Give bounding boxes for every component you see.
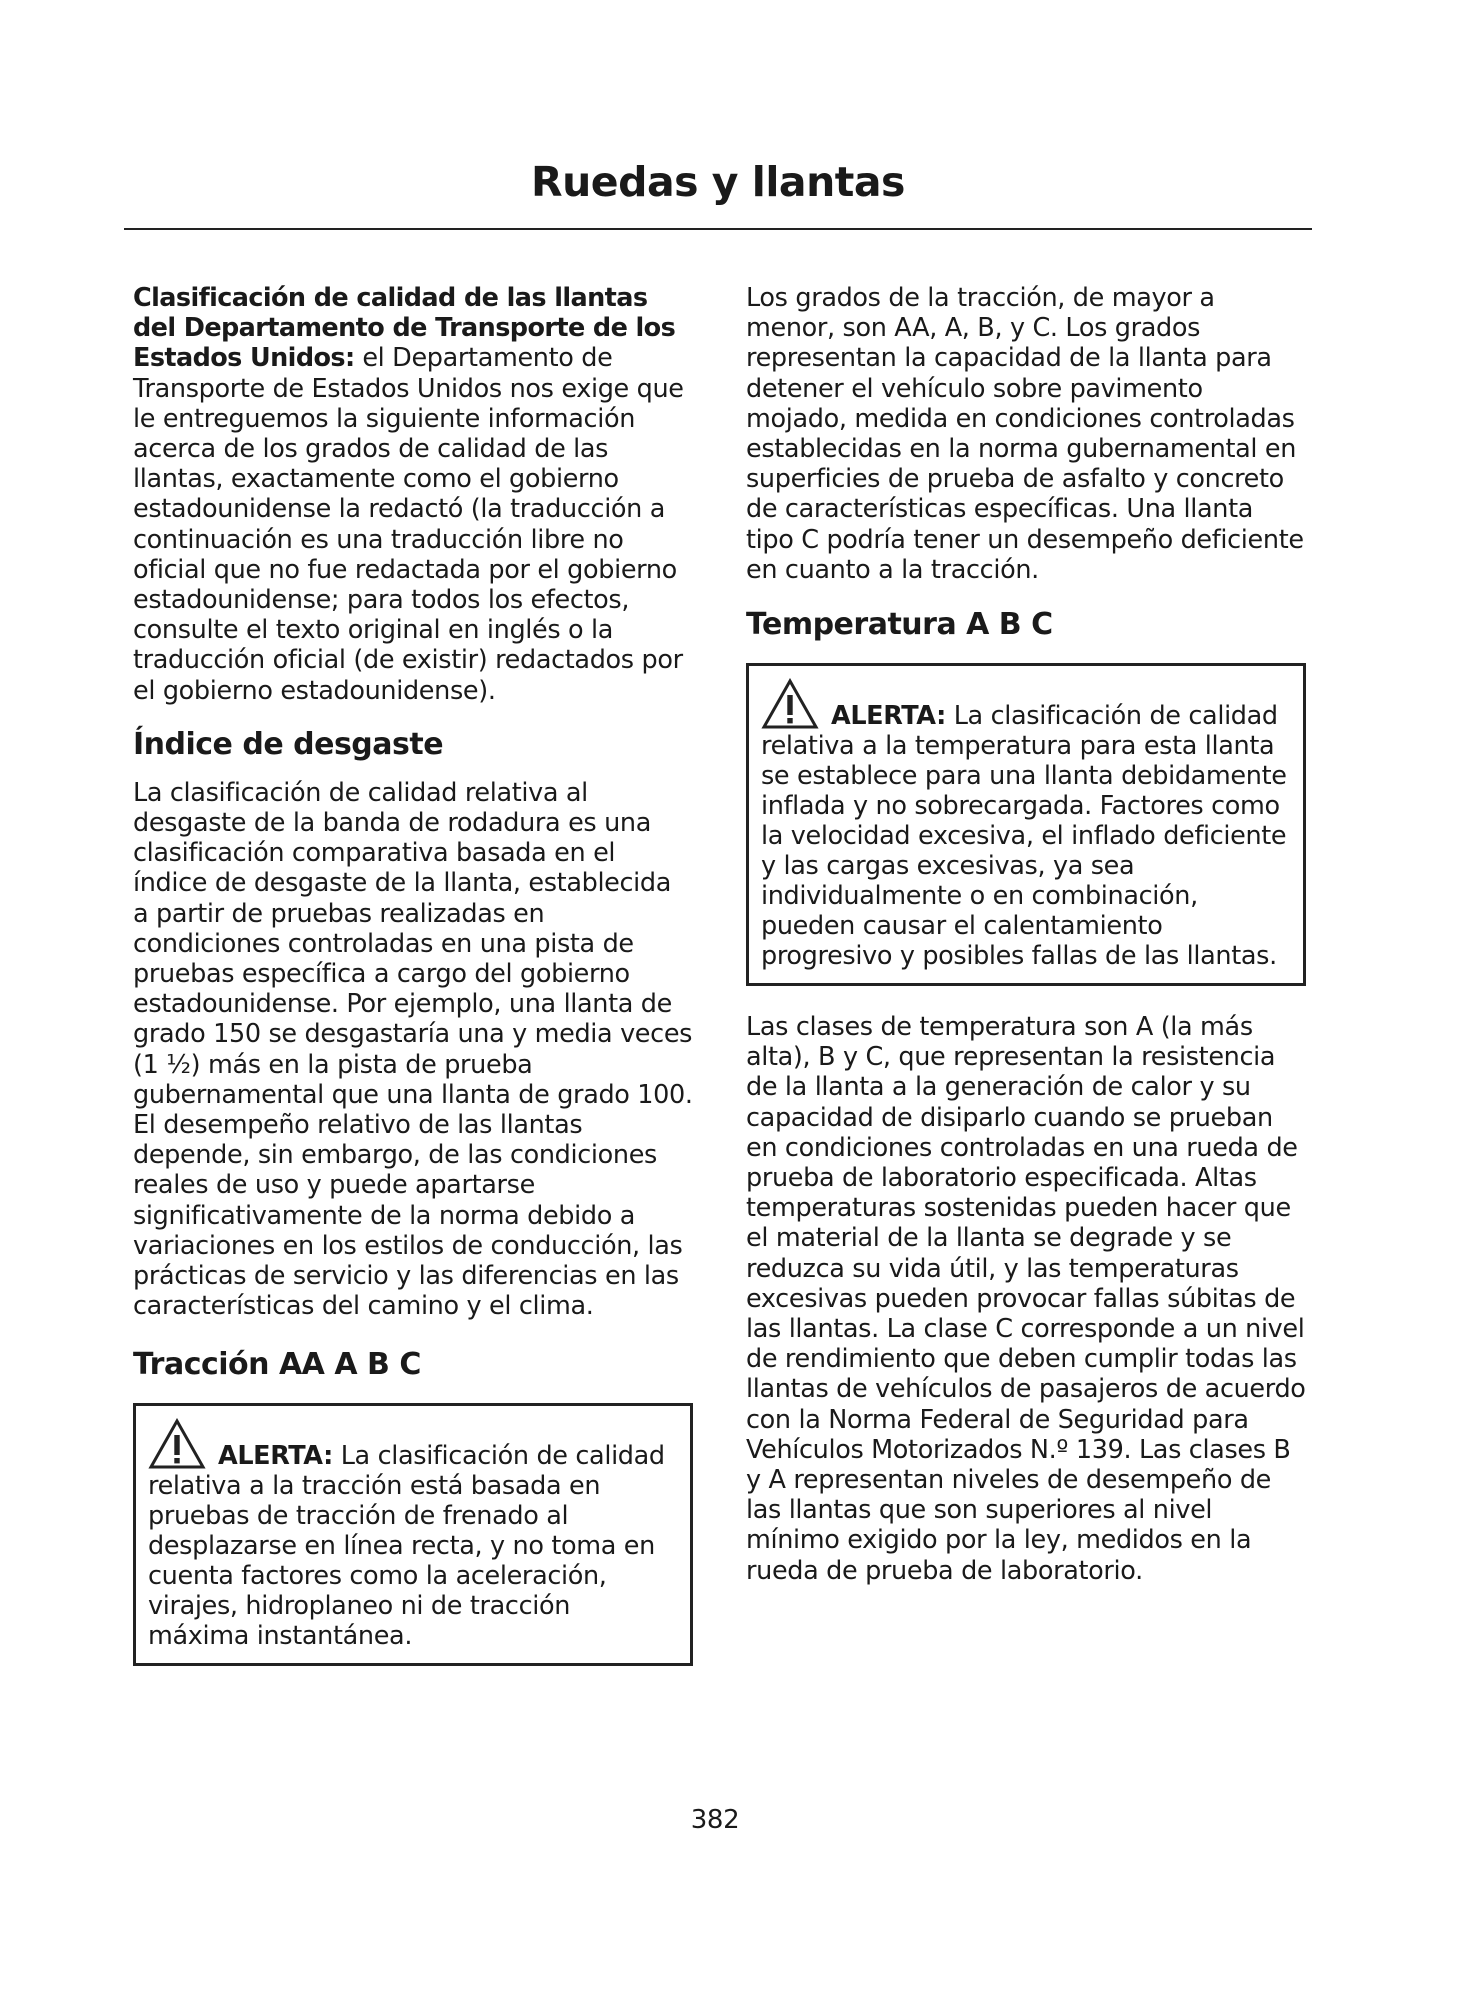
traction-alert-body: La clasificación de calidad relativa a la tracción está basada en pruebas de tracción de frenado al desplazarse en línea recta, y no toma en cuenta factores como la aceleración, virajes, hidroplaneo ni de tracción máxima instantánea.	[148, 1440, 665, 1651]
page-title: Ruedas y llantas	[531, 158, 905, 206]
wear-heading: Índice de desgaste	[133, 726, 444, 762]
title-divider	[124, 228, 1312, 230]
temperature-warning-text	[761, 678, 1291, 971]
temperature-warning-box	[746, 663, 1306, 986]
temperature-heading: Temperatura A B C	[746, 607, 1053, 643]
temperature-paragraph: Las clases de temperatura son A (la más alta), B y C, que representan la resistencia de la llanta a la generación de calor y su capacidad de disiparlo cuando se prueban en condiciones controladas en una rueda de prueba de laboratorio especificada. Altas temperaturas sostenidas pueden hacer que el material de la llanta se degrade y se reduzca su vida útil, y las temperaturas excesivas pueden provocar fallas súbitas de las llantas. La clase C corresponde a un nivel de rendimiento que deben cumplir todas las llantas de vehículos de pasajeros de acuerdo con la Norma Federal de Seguridad para Vehículos Motorizados N.º 139. Las clases B y A representan niveles de desempeño de las llantas que son superiores al nivel mínimo exigido por la ley, medidos en la rueda de prueba de laboratorio.	[746, 1012, 1306, 1586]
intro-lead: Clasificación de calidad de las llantas del Departamento de Transporte de los Estados Unidos:	[133, 283, 676, 374]
left-column	[133, 283, 693, 1666]
warning-icon	[761, 678, 819, 730]
right-column	[746, 283, 1306, 1586]
page-number: 382	[690, 1805, 740, 1835]
traction-heading: Tracción AA A B C	[133, 1346, 421, 1382]
intro-body: el Departamento de Transporte de Estados Unidos nos exige que le entreguemos la siguiente información acerca de los grados de calidad de las llantas, exactamente como el gobierno estadounidense la redactó (la traducción a continuación es una traducción libre no oficial que no fue redactada por el gobierno estadounidense; para todos los efectos, consulte el texto original en inglés o la traducción oficial (de existir) redactados por el gobierno estadounidense).	[133, 343, 684, 706]
traction-warning-text	[148, 1418, 678, 1651]
traction-alert-label: ALERTA:	[218, 1440, 333, 1471]
warning-icon	[148, 1418, 206, 1470]
traction-warning-box	[133, 1403, 693, 1666]
traction-grades-paragraph: Los grados de la tracción, de mayor a menor, son AA, A, B, y C. Los grados representan la capacidad de la llanta para detener el vehículo sobre pavimento mojado, medida en condiciones controladas establecidas en la norma gubernamental en superficies de prueba de asfalto y concreto de características específicas. Una llanta tipo C podría tener un desempeño deficiente en cuanto a la tracción.	[746, 283, 1304, 585]
temperature-alert-body: La clasificación de calidad relativa a la temperatura para esta llanta se establece para una llanta debidamente inflada y no sobrecargada. Factores como la velocidad excesiva, el inflado deficiente y las cargas excesivas, ya sea individualmente o en combinación, pueden causar el calentamiento progresivo y posibles fallas de las llantas.	[761, 701, 1287, 972]
temperature-alert-label: ALERTA:	[831, 701, 946, 732]
intro-paragraph	[133, 283, 693, 706]
wear-paragraph: La clasificación de calidad relativa al desgaste de la banda de rodadura es una clasificación comparativa basada en el índice de desgaste de la llanta, establecida a partir de pruebas realizadas en condiciones controladas en una pista de pruebas específica a cargo del gobierno estadounidense. Por ejemplo, una llanta de grado 150 se desgastaría una y media veces (1 ½) más en la pista de prueba gubernamental que una llanta de grado 100. El desempeño relativo de las llantas depende, sin embargo, de las condiciones reales de uso y puede apartarse significativamente de la norma debido a variaciones en los estilos de conducción, las prácticas de servicio y las diferencias en las características del camino y el clima.	[133, 777, 693, 1322]
